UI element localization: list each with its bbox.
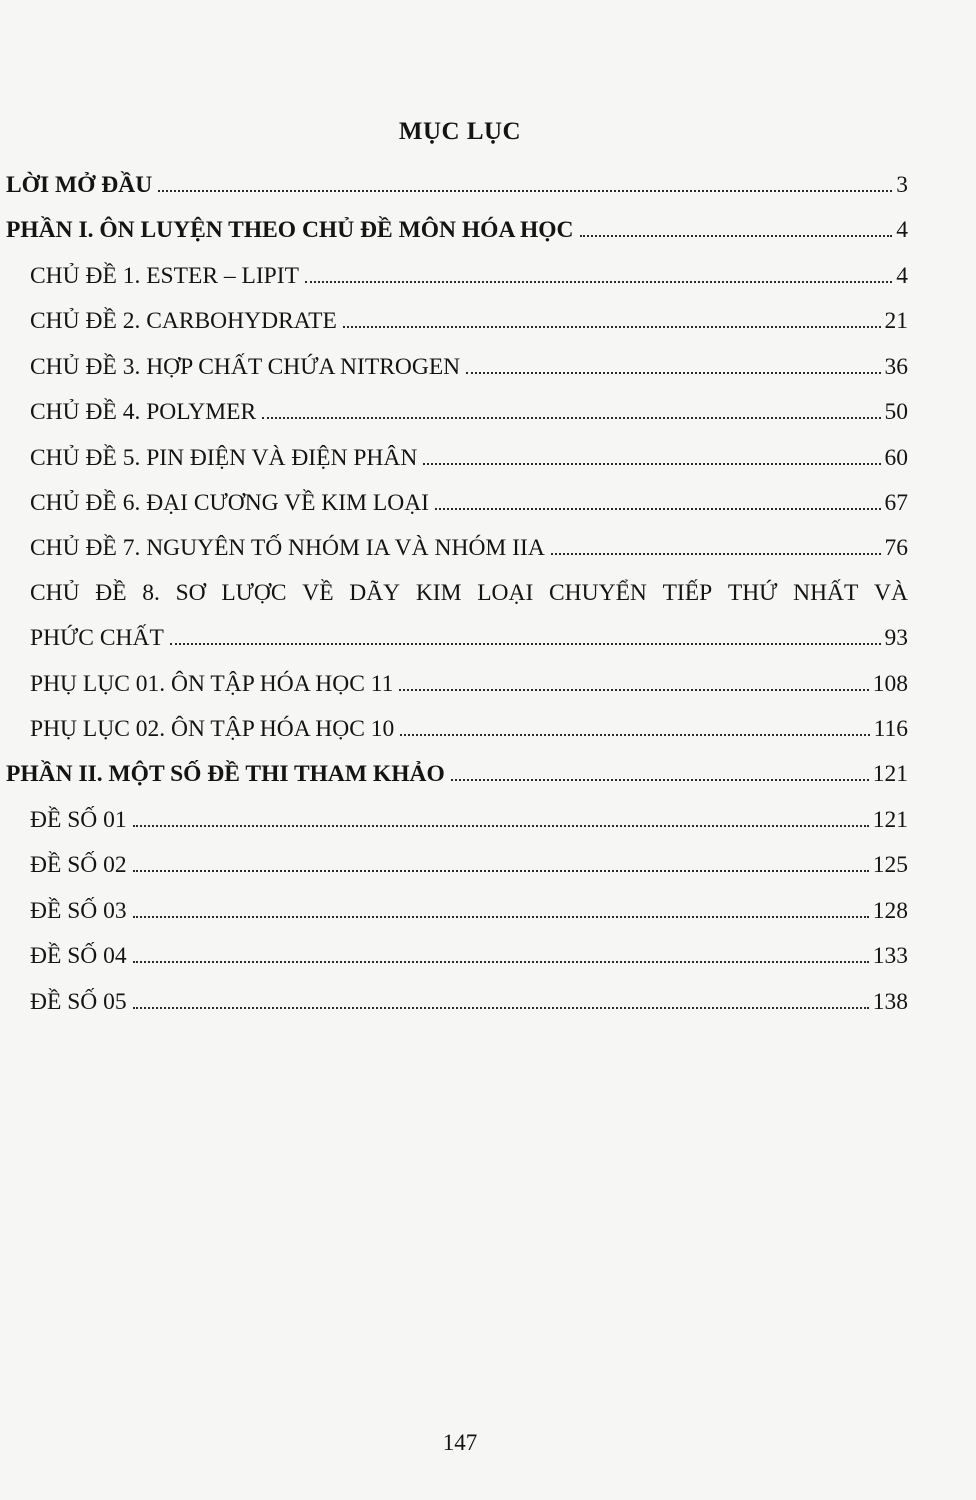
toc-entry-page: 116	[873, 716, 908, 742]
toc-word: DÃY	[349, 580, 401, 606]
toc-word: SƠ	[175, 580, 206, 606]
toc-entry-appendix-1[interactable]	[30, 669, 908, 699]
toc-entry-label: PHẦN I. ÔN LUYỆN THEO CHỦ ĐỀ MÔN HÓA HỌC	[6, 217, 574, 243]
dot-leader	[133, 1007, 869, 1009]
toc-entry-chapter-3[interactable]	[30, 352, 908, 382]
dot-leader	[133, 825, 869, 827]
toc-word: LOẠI	[477, 580, 534, 606]
toc-entry-label: PHỤ LỤC 02. ÔN TẬP HÓA HỌC 10	[30, 716, 395, 742]
dot-leader	[343, 326, 881, 328]
toc-entry-label: CHỦ ĐỀ 6. ĐẠI CƯƠNG VỀ KIM LOẠI	[30, 490, 429, 516]
toc-entry-page: 3	[896, 172, 908, 198]
toc-entry-page: 67	[884, 490, 908, 516]
dot-leader	[423, 463, 880, 465]
toc-entry-part-2[interactable]	[6, 759, 908, 789]
toc-entry-page: 21	[884, 308, 908, 334]
dot-leader	[170, 643, 881, 645]
toc-entry-chapter-4[interactable]	[30, 397, 908, 427]
dot-leader	[133, 961, 869, 963]
dot-leader	[262, 417, 880, 419]
page-title: MỤC LỤC	[398, 118, 522, 145]
toc-entry-label: ĐỀ SỐ 02	[30, 852, 127, 878]
toc-entry-label: CHỦ ĐỀ 1. ESTER – LIPIT	[30, 263, 299, 289]
toc-entry-chapter-2[interactable]	[30, 306, 908, 336]
toc-entry-label: ĐỀ SỐ 05	[30, 989, 127, 1015]
toc-entry-chapter-6[interactable]	[30, 488, 908, 518]
toc-word: TIẾP	[662, 580, 713, 606]
dot-leader	[305, 281, 892, 283]
toc-entry-page: 76	[884, 535, 908, 561]
toc-entry-chapter-8-line-1[interactable]	[30, 578, 908, 608]
toc-entry-label: CHỦ ĐỀ 2. CARBOHYDRATE	[30, 308, 337, 334]
toc-entry-page: 108	[872, 671, 908, 697]
toc-entry-exam-04[interactable]	[30, 941, 908, 971]
page-number: 147	[442, 1430, 478, 1455]
toc-entry-label: CHỦ ĐỀ 5. PIN ĐIỆN VÀ ĐIỆN PHÂN	[30, 445, 418, 471]
toc-entry-part-1[interactable]	[6, 215, 908, 245]
toc-entry-exam-02[interactable]	[30, 850, 908, 880]
toc-word: CHUYỂN	[548, 580, 647, 606]
toc-entry-page: 138	[872, 989, 908, 1015]
toc-entry-label: ĐỀ SỐ 01	[30, 807, 127, 833]
dot-leader	[133, 916, 869, 918]
toc-entry-appendix-2[interactable]	[30, 714, 908, 744]
toc-entry-page: 93	[884, 625, 908, 651]
toc-entry-page: 4	[896, 263, 908, 289]
dot-leader	[399, 689, 868, 691]
toc-entry-label: CHỦ ĐỀ 7. NGUYÊN TỐ NHÓM IA VÀ NHÓM IIA	[30, 535, 545, 561]
toc-word: NHẤT	[793, 580, 859, 606]
toc-entry-chapter-1[interactable]	[30, 261, 908, 291]
dot-leader	[580, 235, 893, 237]
toc-entry-exam-01[interactable]	[30, 805, 908, 835]
toc-entry-page: 121	[872, 761, 908, 787]
toc-entry-label: PHỨC CHẤT	[30, 625, 164, 651]
toc-entry-label: CHỦ ĐỀ 4. POLYMER	[30, 399, 257, 425]
toc-entry-page: 133	[872, 943, 908, 969]
toc-word: 8.	[142, 580, 160, 606]
toc-word: VÀ	[874, 580, 908, 606]
toc-entry-label: PHẦN II. MỘT SỐ ĐỀ THI THAM KHẢO	[6, 761, 445, 787]
toc-entry-page: 60	[884, 445, 908, 471]
toc-word: KIM	[415, 580, 462, 606]
dot-leader	[435, 508, 881, 510]
dot-leader	[133, 870, 869, 872]
toc-entry-exam-03[interactable]	[30, 896, 908, 926]
toc-word: LƯỢC	[221, 580, 287, 606]
toc-word: CHỦ	[30, 580, 80, 606]
toc-entry-page: 4	[896, 217, 908, 243]
toc-entry-page: 36	[884, 354, 908, 380]
dot-leader	[466, 372, 880, 374]
dot-leader	[551, 553, 881, 555]
toc-entry-exam-05[interactable]	[30, 987, 908, 1017]
toc-entry-label: PHỤ LỤC 01. ÔN TẬP HÓA HỌC 11	[30, 671, 394, 697]
toc-entry-chapter-8-line-2[interactable]	[30, 623, 908, 653]
toc-entry-label: LỜI MỞ ĐẦU	[6, 172, 153, 198]
toc-entry-page: 50	[884, 399, 908, 425]
toc-entry-label: ĐỀ SỐ 03	[30, 898, 127, 924]
dot-leader	[400, 734, 869, 736]
toc-entry-chapter-5[interactable]	[30, 443, 908, 473]
toc-word: THỨ	[727, 580, 778, 606]
toc-entry-chapter-7[interactable]	[30, 533, 908, 563]
toc-word: ĐỀ	[95, 580, 127, 606]
toc-entry-page: 128	[872, 898, 908, 924]
toc-entry-page: 121	[872, 807, 908, 833]
toc-word: VỀ	[302, 580, 334, 606]
toc-entry-label: ĐỀ SỐ 04	[30, 943, 127, 969]
dot-leader	[451, 779, 869, 781]
toc-entry-label: CHỦ ĐỀ 3. HỢP CHẤT CHỨA NITROGEN	[30, 354, 461, 380]
toc-entry-page: 125	[872, 852, 908, 878]
dot-leader	[158, 190, 892, 192]
toc-entry-preface[interactable]	[6, 170, 908, 200]
